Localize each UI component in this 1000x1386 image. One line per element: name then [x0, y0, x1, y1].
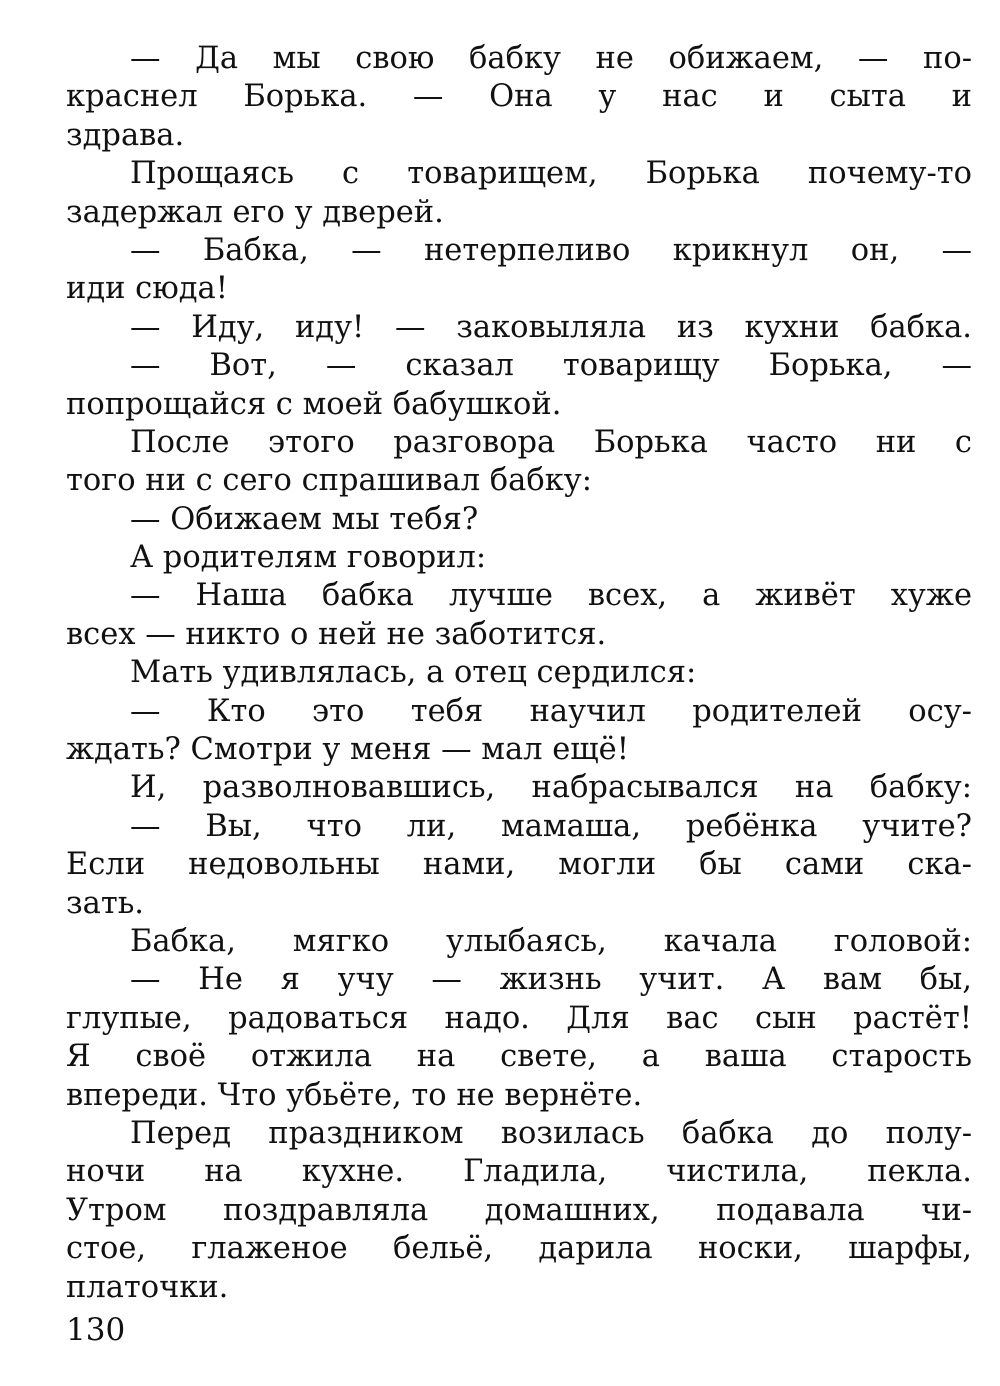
story-text — [66, 40, 972, 1307]
text-line: платочки. — [66, 1269, 229, 1305]
text-line: После этого разговора Борька часто ни с — [130, 424, 972, 460]
text-line: краснел Борька. — Она у нас и сыта и — [66, 79, 972, 115]
text-line: — Бабка, — нетерпеливо крикнул он, — — [130, 232, 972, 268]
text-line: Мать удивлялась, а отец сердился: — [130, 655, 697, 691]
text-line: зать. — [66, 885, 144, 921]
text-line: Утром поздравляла домашних, подавала чи- — [66, 1192, 972, 1228]
text-line: — Вот, — сказал товарищу Борька, — — [130, 348, 972, 384]
text-line: иди сюда! — [66, 271, 228, 307]
text-line: Бабка, мягко улыбаясь, качала головой: — [130, 923, 972, 959]
text-line: Если недовольны нами, могли бы сами ска- — [66, 847, 972, 883]
text-line: впереди. Что убьёте, то не вернёте. — [66, 1077, 643, 1113]
text-line: — Обижаем мы тебя? — [130, 501, 479, 537]
text-line: — Вы, что ли, мамаша, ребёнка учите? — [130, 808, 972, 844]
text-line: — Иду, иду! — заковыляла из кухни бабка. — [130, 309, 972, 345]
text-line: И, разволновавшись, набрасывался на бабку: — [130, 770, 972, 806]
text-line: Прощаясь с товарищем, Борька почему-то — [130, 156, 972, 192]
text-line: всех — никто о ней не заботится. — [66, 616, 607, 652]
text-line: глупые, радоваться надо. Для вас сын растёт! — [66, 1000, 972, 1036]
text-line: — Да мы свою бабку не обижаем, — по- — [130, 41, 972, 76]
text-line: — Наша бабка лучше всех, а живёт хуже — [130, 578, 972, 614]
text-line: — Кто это тебя научил родителей осу- — [130, 693, 972, 729]
text-line: задержал его у дверей. — [66, 194, 444, 230]
text-line: того ни с сего спрашивал бабку: — [66, 463, 592, 499]
page-body — [66, 40, 972, 1307]
text-line: стое, глаженое бельё, дарила носки, шарфы, — [66, 1231, 972, 1267]
text-line: А родителям говорил: — [130, 540, 487, 576]
page-number: 130 — [66, 1312, 126, 1348]
text-line: ждать? Смотри у меня — мал ещё! — [66, 732, 629, 768]
text-line: Перед праздником возилась бабка до полу- — [130, 1115, 972, 1151]
text-line: Я своё отжила на свете, а ваша старость — [66, 1039, 972, 1075]
text-line: — Не я учу — жизнь учит. А вам бы, — [130, 962, 972, 998]
text-line: здрава. — [66, 117, 185, 153]
text-line: ночи на кухне. Гладила, чистила, пекла. — [66, 1154, 972, 1190]
text-line: попрощайся с моей бабушкой. — [66, 386, 562, 422]
